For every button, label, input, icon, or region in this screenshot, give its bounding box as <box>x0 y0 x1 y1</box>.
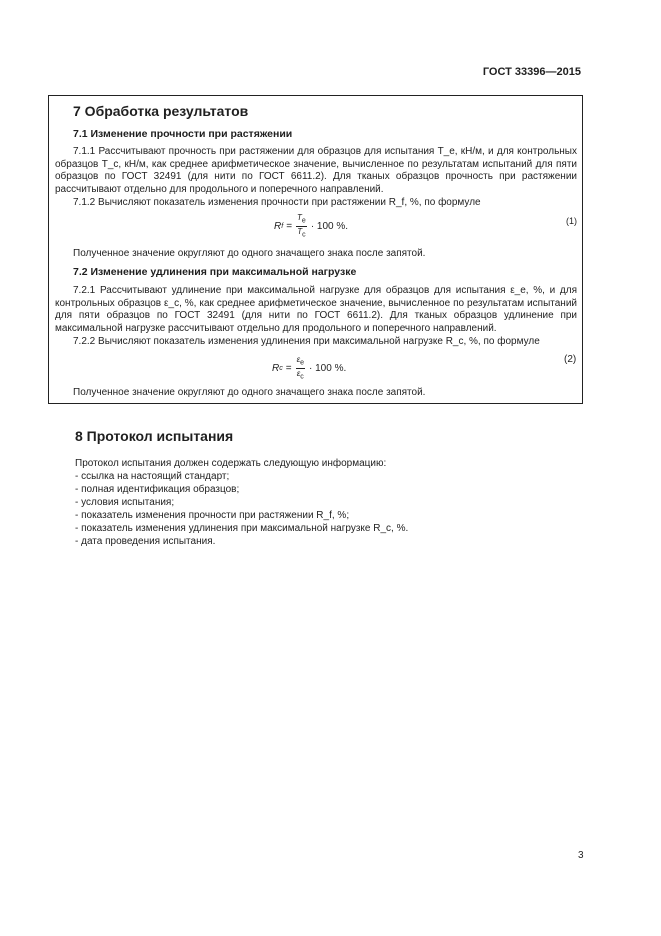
paragraph-7-2-1: 7.2.1 Рассчитывают удлинение при максимальной нагрузке для образцов для испытания ε_e, %, и для контрольных образцов ε_c, %, как среднее арифметическое значение, вычисленное по результатам испытаний для пяти образцов по ГОСТ 32491 (для нити по ГОСТ 6611.2). Для тканых образцов удлинение при максимальной нагрузке рассчитывают отдельно для продольного и поперечного направлений. <box>55 285 577 334</box>
protocol-intro: Протокол испытания должен содержать следующую информацию: <box>75 458 387 469</box>
formula-1: R f = $\frac{T_e}{T_c}$ · 100 %. <box>274 213 349 239</box>
formula-2-den: ε <box>296 368 301 378</box>
formula-1-den: T <box>297 226 303 236</box>
formula-2-num-sub: e <box>300 359 304 367</box>
rounding-note-7-2: Полученное значение округляют до одного значащего знака после запятой. <box>73 387 426 398</box>
formula-2-fraction <box>296 355 305 381</box>
standard-header: ГОСТ 33396—2015 <box>482 66 581 78</box>
list-item: - ссылка на настоящий стандарт; <box>75 471 230 482</box>
formula-2-den-sub: c <box>300 373 304 381</box>
paragraph-7-1-2: 7.1.2 Вычисляют показатель изменения прочности при растяжении R_f, %, по формуле <box>73 197 481 208</box>
subsection-7-1-title: 7.1 Изменение прочности при растяжении <box>73 128 293 140</box>
list-item: - дата проведения испытания. <box>75 536 216 547</box>
list-item: - показатель изменения прочности при растяжении R_f, %; <box>75 510 350 521</box>
section-8-title: 8 Протокол испытания <box>75 428 234 444</box>
subsection-7-2-title: 7.2 Изменение удлинения при максимальной нагрузке <box>73 266 357 278</box>
formula-1-rest: · 100 %. <box>310 220 349 232</box>
formula-2-lhs-sub: c <box>279 364 283 372</box>
list-item: - полная идентификация образцов; <box>75 484 240 495</box>
formula-2-rest: · 100 %. <box>309 362 347 374</box>
rounding-note-7-1: Полученное значение округляют до одного значащего знака после запятой. <box>73 248 426 259</box>
paragraph-7-2-2: 7.2.2 Вычисляют показатель изменения удлинения при максимальной нагрузке R_c, %, по формуле <box>73 336 540 347</box>
formula-1-lhs: R <box>274 220 282 232</box>
formula-2-lhs: R <box>272 362 280 374</box>
paragraph-7-1-1: 7.1.1 Рассчитывают прочность при растяжении для образцов для испытания T_e, кН/м, и для контрольных образцов T_c, кН/м, как среднее арифметическое значение, вычисленное по результатам испытаний для пяти образцов по ГОСТ 32491 (для нити по ГОСТ 6611.2). Для тканых образцов прочность при растяжении рассчитывают отдельно для продольного и поперечного направлений. <box>55 146 577 195</box>
page-number: 3 <box>578 850 584 861</box>
formula-1-num-sub: e <box>301 217 306 225</box>
formula-1-number: (1) <box>566 216 577 226</box>
formula-1-den-sub: c <box>302 231 306 239</box>
formula-1-fraction <box>296 213 307 239</box>
formula-2-number: (2) <box>564 354 577 365</box>
list-item: - показатель изменения удлинения при максимальной нагрузке R_c, %. <box>75 523 409 534</box>
formula-2: R c = $\frac{\varepsilon_e}{\varepsilon_c}$ · 100 %. <box>272 355 347 381</box>
formula-1-lhs-sub: f <box>281 222 284 230</box>
formula-1-num: T <box>297 213 302 222</box>
list-item: - условия испытания; <box>75 497 175 508</box>
section-7-title: 7 Обработка результатов <box>73 103 249 119</box>
formula-2-num: ε <box>296 355 301 364</box>
